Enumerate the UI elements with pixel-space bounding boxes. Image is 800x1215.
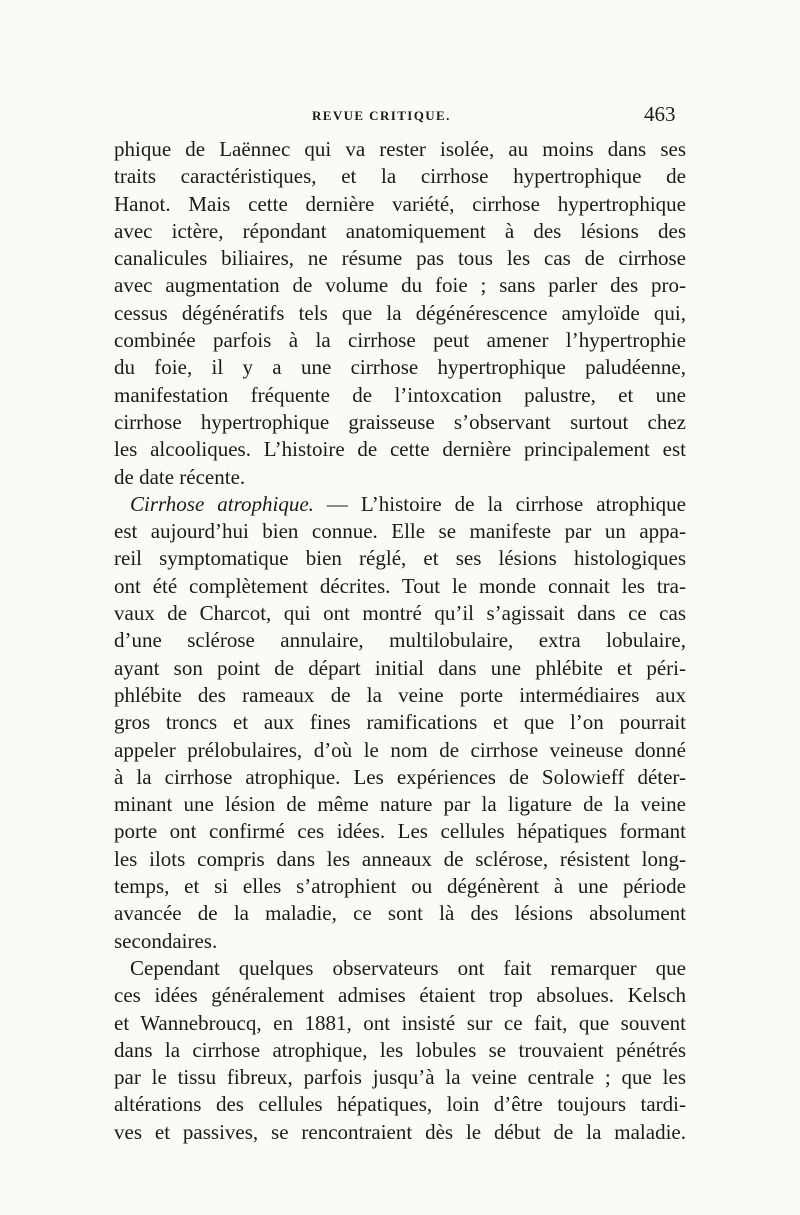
text-line: par le tissu fibreux, parfois jusqu’à la veine centrale ; que les xyxy=(114,1065,686,1090)
text-line: ves et passives, se rencontraient dès le début de la maladie. xyxy=(114,1119,686,1144)
body-text xyxy=(114,136,686,1146)
text-line: gros troncs et aux fines ramifications et que l’on pourrait xyxy=(114,710,686,735)
text-line: ont été complètement décrites. Tout le monde connait les tra- xyxy=(114,573,686,598)
text-line: Cependant quelques observateurs ont fait remarquer que xyxy=(130,955,686,980)
text-line: — L’histoire de la cirrhose atrophique xyxy=(326,491,686,516)
text-line: dans la cirrhose atrophique, les lobules se trouvaient pénétrés xyxy=(114,1037,686,1062)
running-head xyxy=(0,102,800,130)
text-line: temps, et si elles s’atrophient ou dégénèrent à une période xyxy=(114,874,686,899)
text-line: est aujourd’hui bien connue. Elle se manifeste par un appa- xyxy=(114,519,686,544)
text-line: ayant son point de départ initial dans une phlébite et péri- xyxy=(114,655,686,680)
text-line: de date récente. xyxy=(114,464,246,489)
text-line: cessus dégénératifs tels que la dégénérescence amyloïde qui, xyxy=(114,300,686,325)
section-heading-line xyxy=(114,491,686,518)
text-line: phique de Laënnec qui va rester isolée, au moins dans ses xyxy=(114,137,686,161)
text-line: avec ictère, répondant anatomiquement à des lésions des xyxy=(114,218,686,243)
text-line: vaux de Charcot, qui ont montré qu’il s’agissait dans ce cas xyxy=(114,601,686,626)
text-line: du foie, il y a une cirrhose hypertrophique paludéenne, xyxy=(114,355,686,380)
text-line: reil symptomatique bien réglé, et ses lésions histologiques xyxy=(114,546,686,571)
text-line: secondaires. xyxy=(114,928,218,953)
text-line: appeler prélobulaires, d’où le nom de cirrhose veineuse donné xyxy=(114,737,686,762)
text-line: ces idées généralement admises étaient trop absolues. Kelsch xyxy=(114,983,686,1008)
text-line: d’une sclérose annulaire, multilobulaire, extra lobulaire, xyxy=(114,628,686,653)
section-heading: Cirrhose atrophique. xyxy=(130,491,314,516)
text-line: avec augmentation de volume du foie ; sans parler des pro- xyxy=(114,273,686,298)
text-line: les alcooliques. L’histoire de cette dernière principalement est xyxy=(114,437,686,462)
text-line: manifestation fréquente de l’intoxcation palustre, et une xyxy=(114,382,686,407)
text-line: avancée de la maladie, ce sont là des lésions absolument xyxy=(114,901,686,926)
text-line: traits caractéristiques, et la cirrhose hypertrophique de xyxy=(114,164,686,189)
text-line: canalicules biliaires, ne résume pas tous les cas de cirrhose xyxy=(114,246,686,271)
text-line: porte ont confirmé ces idées. Les cellules hépatiques formant xyxy=(114,819,686,844)
text-line: à la cirrhose atrophique. Les expériences de Solowieff déter- xyxy=(114,764,686,789)
text-line: cirrhose hypertrophique graisseuse s’observant surtout chez xyxy=(114,409,686,434)
text-line: combinée parfois à la cirrhose peut amener l’hypertrophie xyxy=(114,328,686,353)
text-line: Hanot. Mais cette dernière variété, cirrhose hypertrophique xyxy=(114,191,686,216)
text-line: altérations des cellules hépatiques, loin d’être toujours tardi- xyxy=(114,1092,686,1117)
page-number: 463 xyxy=(644,102,676,126)
text-line: et Wannebroucq, en 1881, ont insisté sur ce fait, que souvent xyxy=(114,1010,686,1035)
text-line: les ilots compris dans les anneaux de sclérose, résistent long- xyxy=(114,846,686,871)
text-line: minant une lésion de même nature par la ligature de la veine xyxy=(114,792,686,817)
text-line: phlébite des rameaux de la veine porte intermédiaires aux xyxy=(114,682,686,707)
running-title: REVUE CRITIQUE. xyxy=(312,108,451,123)
